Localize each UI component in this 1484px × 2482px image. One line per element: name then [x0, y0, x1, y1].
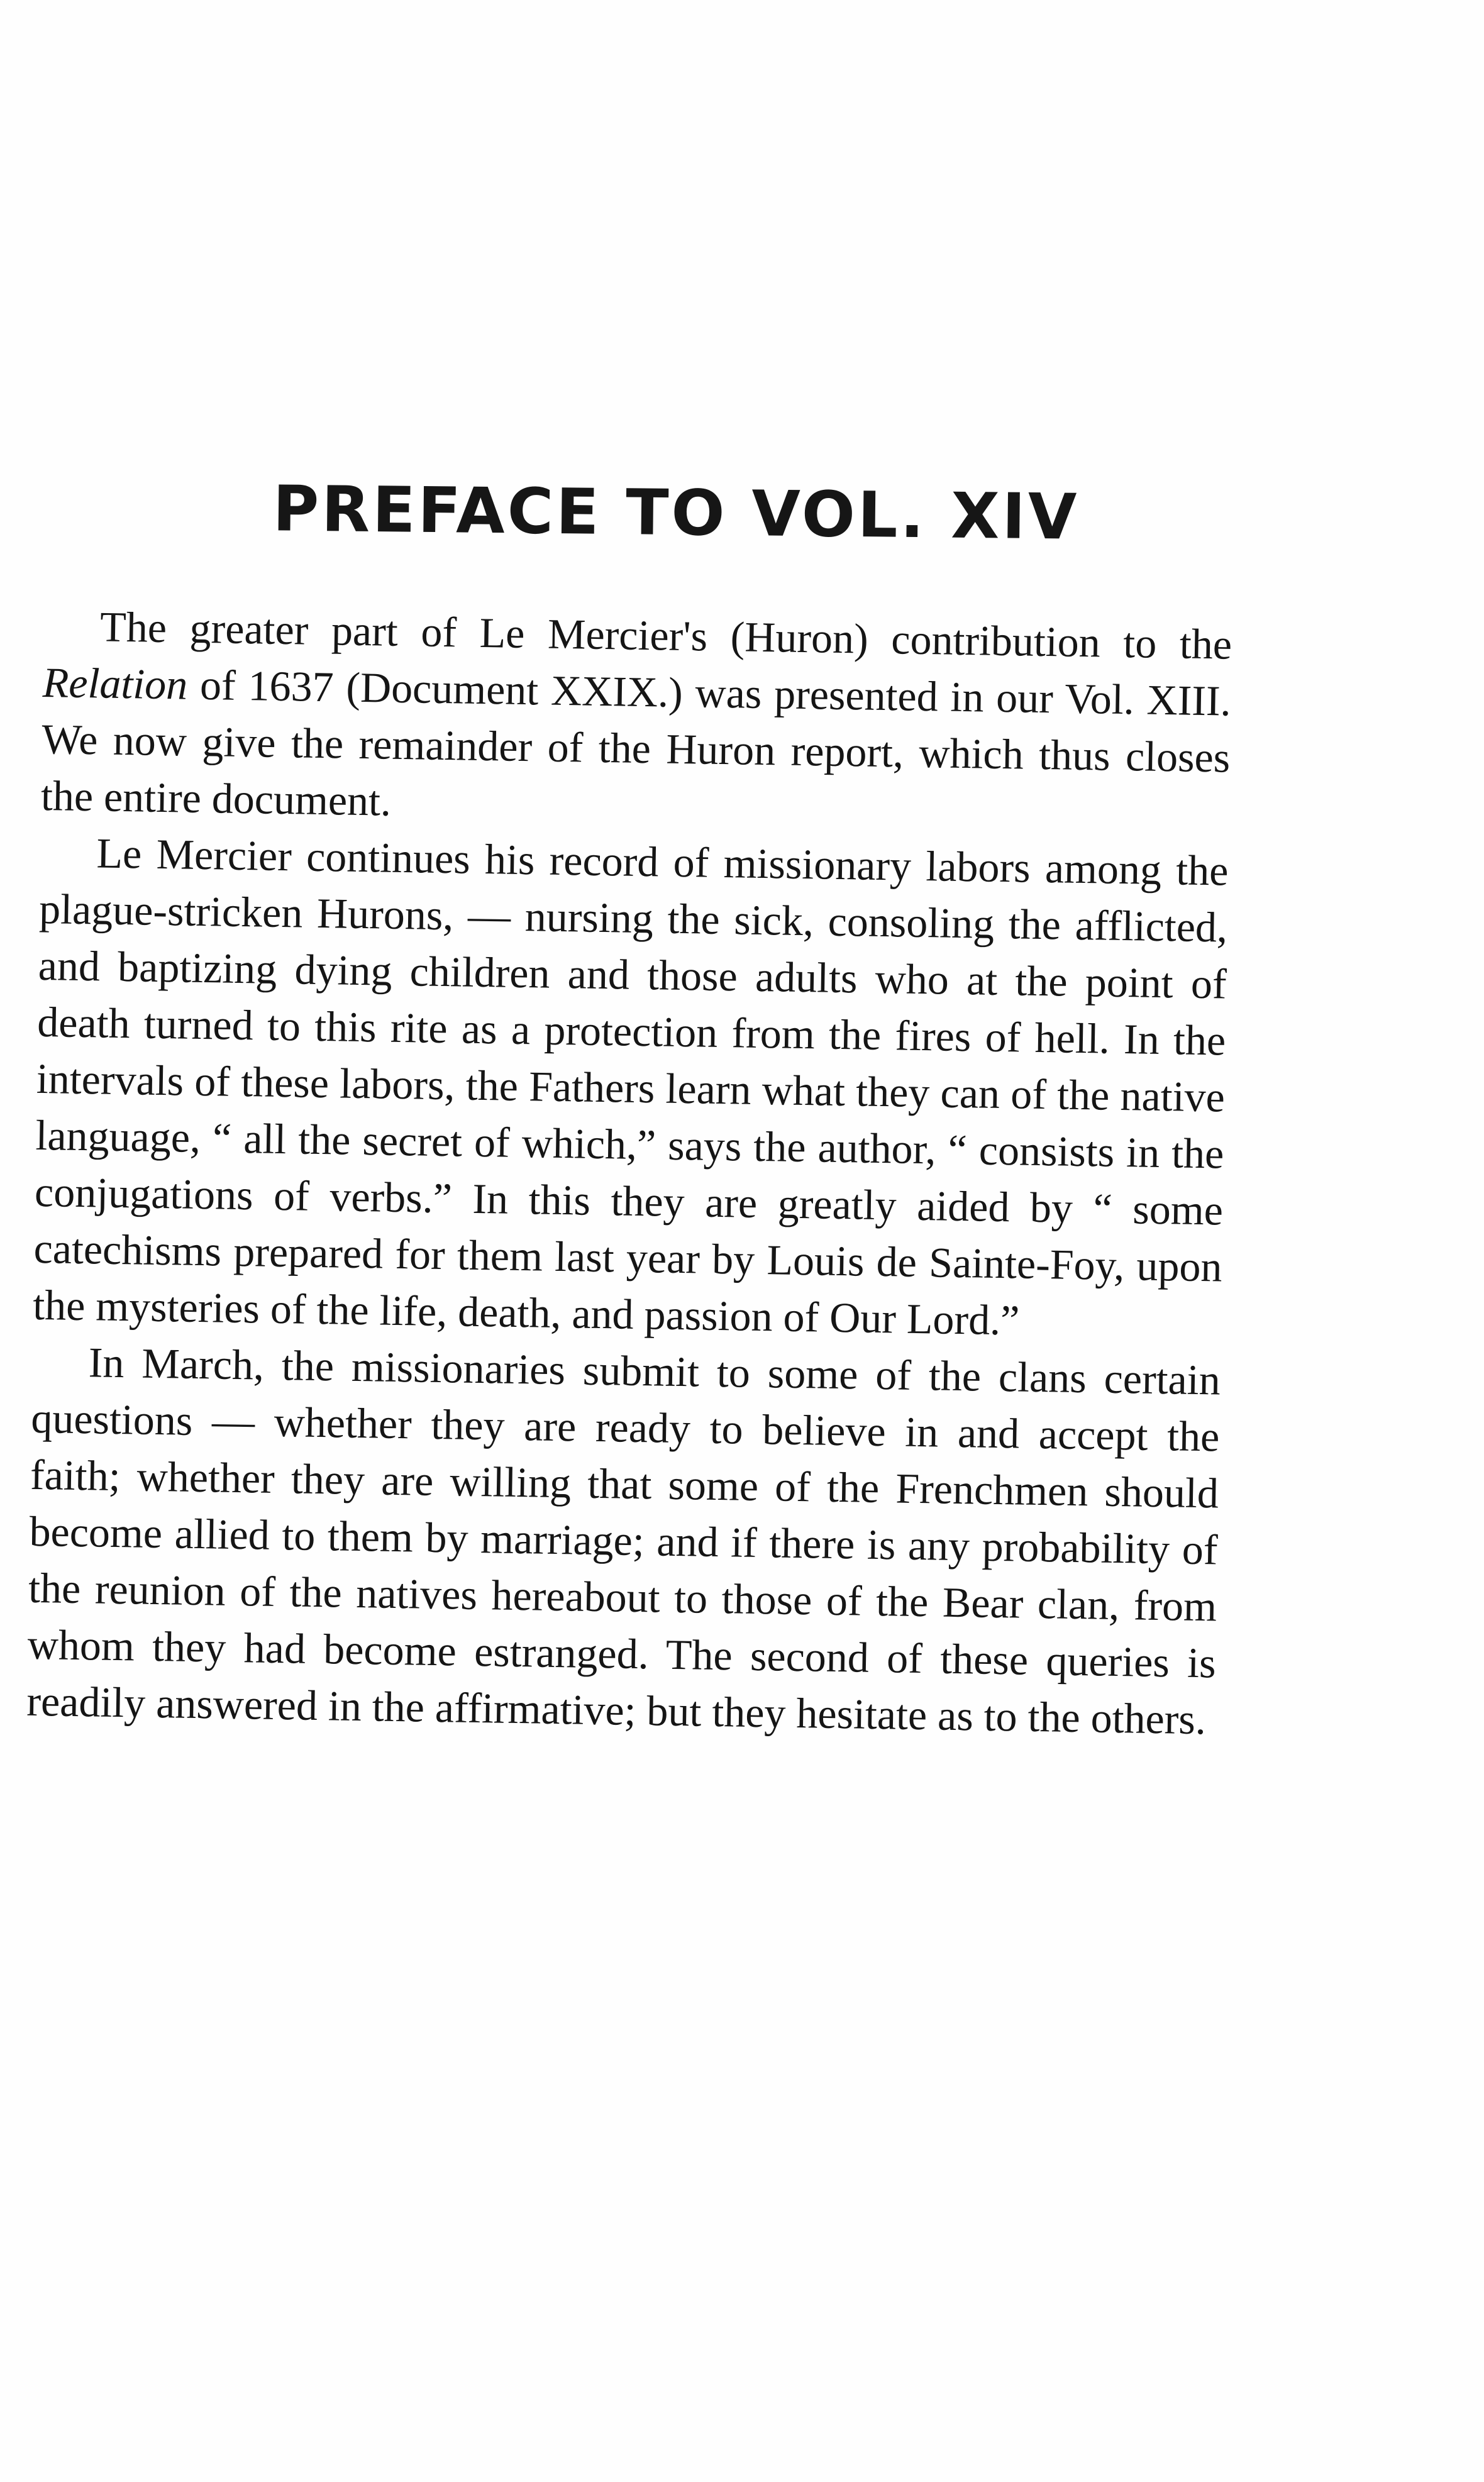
paragraph-1-text-after: of 1637 (Document XXIX.) was presented in our Vol. XIII. We now give the remainder of the Huron report, which thus closes the entire document.: [40, 660, 1232, 825]
paragraph-1-text-before: The greater part of Le Mercier's (Huron) contribution to the: [99, 602, 1232, 668]
page-title: PREFACE TO VOL. XIV: [272, 472, 1080, 554]
paragraph-1: [40, 597, 1232, 843]
preface-body: [26, 597, 1232, 1748]
paragraph-2: Le Mercier continues his record of missionary labors among the plague-stricken Hurons, — nursing the sick, consoling the afflicted, and baptizing dying children and those adults who at the point of death turned to this rite as a protection from the fires of hell. In the intervals of these labors, the Fathers learn what they can of the native language, “ all the secret of which,” says the author, “ consists in the conjugations of verbs.” In this they are greatly aided by “ some catechisms prepared for them last year by Louis de Sainte-Foy, upon the mysteries of the life, death, and passion of Our Lord.”: [32, 829, 1229, 1344]
paragraph-3: In March, the missionaries submit to some of the clans certain questions — whether they are ready to believe in and accept the faith; whether they are willing that some of the Frenchmen should become allied to them by marriage; and if there is any probability of the reunion of the natives hereabout to those of the Bear clan, from whom they had become estranged. The second of these queries is readily answered in the affirmative; but they hesitate as to the others.: [26, 1338, 1221, 1744]
relation-italic: Relation: [42, 658, 188, 709]
